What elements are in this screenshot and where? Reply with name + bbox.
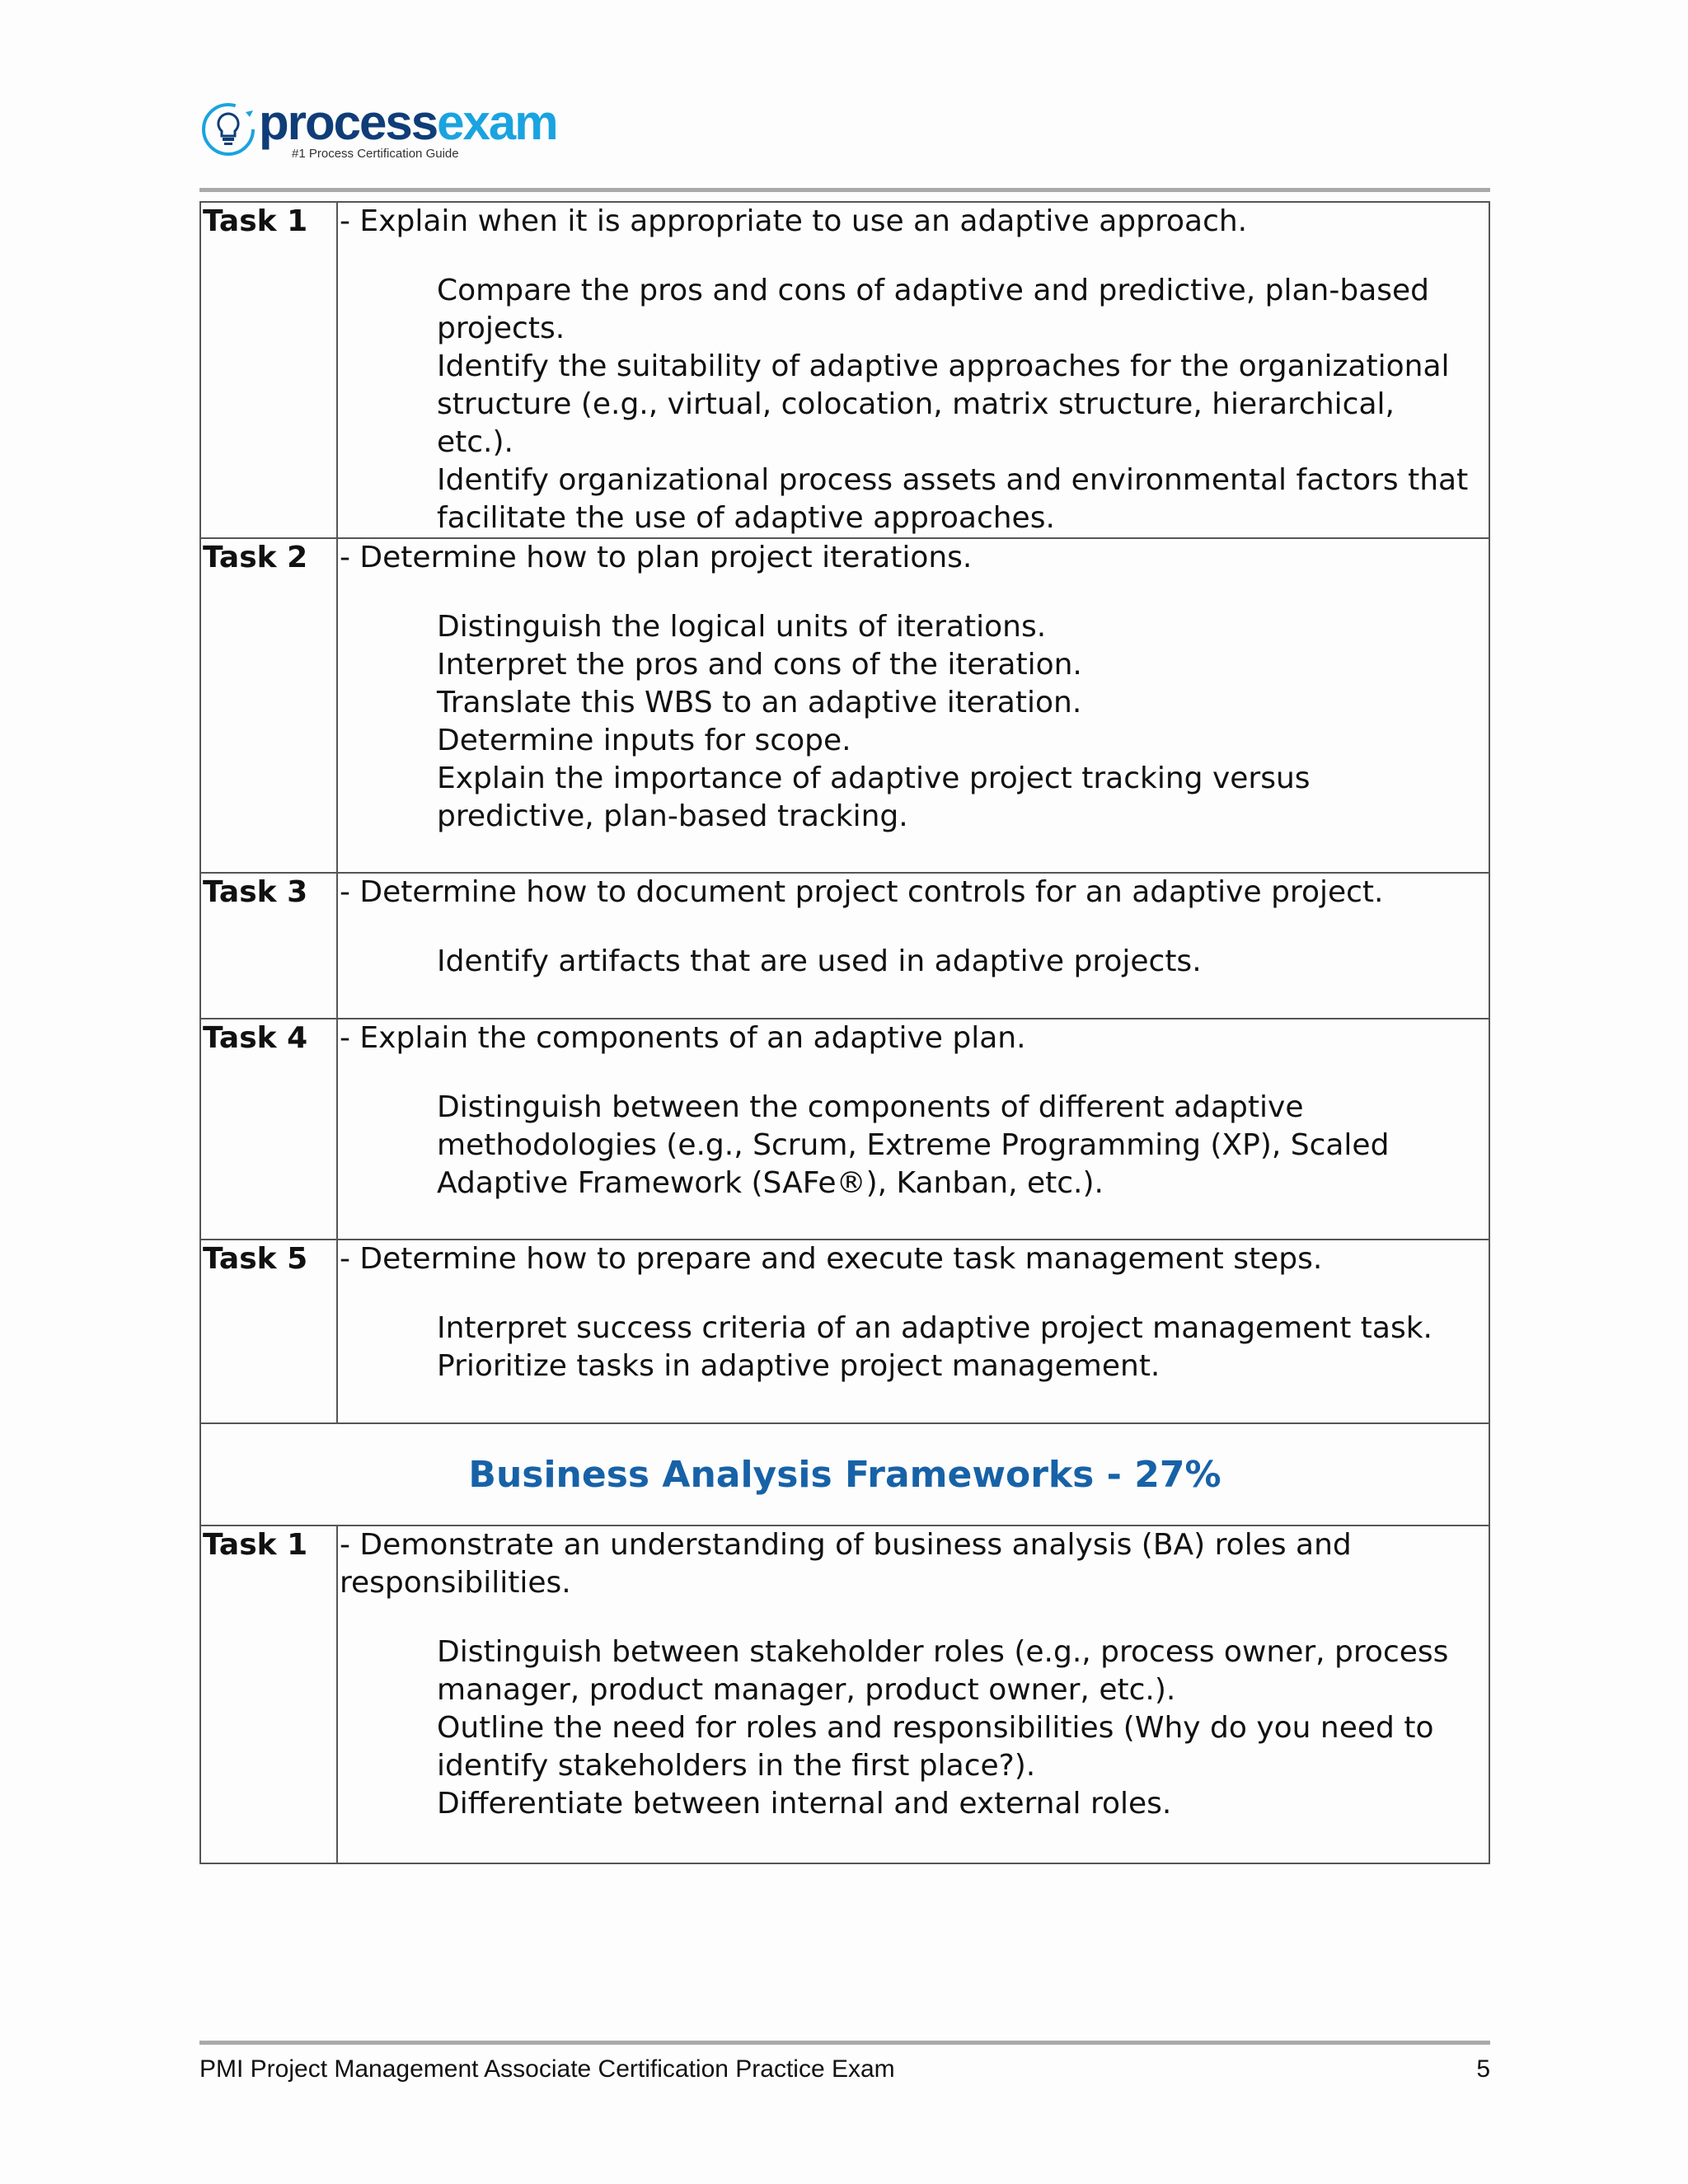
task-row [200, 873, 1489, 1019]
task-row [200, 1526, 1489, 1863]
task-row [200, 1019, 1489, 1240]
task-subitem: Outline the need for roles and responsibilities (Why do you need to identify stakeholders in the first place?). [437, 1711, 1434, 1783]
task-label: Task 5 [200, 1240, 337, 1423]
task-subitem: Differentiate between internal and external roles. [437, 1787, 1172, 1821]
task-subitem: Interpret the pros and cons of the iteration. [437, 648, 1082, 682]
task-subitem: Distinguish between the components of different adaptive methodologies (e.g., Scrum, Extreme Programming (XP), Scaled Adaptive Framework (SAFe®), Kanban, etc.). [437, 1090, 1390, 1200]
task-subitem: Identify artifacts that are used in adaptive projects. [437, 944, 1202, 978]
task-content [337, 1019, 1489, 1240]
task-lead: - Explain the components of an adaptive plan. [340, 1021, 1026, 1055]
task-lead: - Determine how to prepare and execute task management steps. [340, 1242, 1323, 1276]
task-table [199, 201, 1490, 1864]
logo-word-process: process [259, 95, 438, 150]
task-subitem: Interpret success criteria of an adaptive project management task. [437, 1311, 1433, 1345]
task-subitem: Compare the pros and cons of adaptive and predictive, plan-based projects. [437, 274, 1430, 345]
section-heading: Business Analysis Frameworks - 27% [200, 1423, 1489, 1526]
task-subitem: Distinguish between stakeholder roles (e.g., process owner, process manager, product manager, product owner, etc.). [437, 1635, 1449, 1707]
footer-title: PMI Project Management Associate Certification Practice Exam [199, 2055, 895, 2083]
task-subitems [338, 912, 1489, 981]
task-label: Task 1 [200, 1526, 337, 1863]
task-content [337, 202, 1489, 538]
header-rule [199, 188, 1490, 192]
task-label: Task 2 [200, 538, 337, 873]
task-content [337, 1526, 1489, 1863]
task-subitem: Prioritize tasks in adaptive project management. [437, 1349, 1160, 1383]
task-subitems [338, 1278, 1489, 1385]
logo-word-exam: exam [437, 95, 557, 150]
page-number: 5 [1476, 2055, 1490, 2083]
task-subitems [338, 241, 1489, 537]
task-content [337, 1240, 1489, 1423]
task-lead: - Explain when it is appropriate to use an adaptive approach. [340, 204, 1248, 238]
task-lead: - Determine how to document project controls for an adaptive project. [340, 875, 1384, 909]
task-content [337, 873, 1489, 1019]
task-subitem: Determine inputs for scope. [437, 724, 851, 757]
task-lead: - Determine how to plan project iterations. [340, 541, 973, 574]
footer-rule [199, 2041, 1490, 2045]
task-table-body [200, 202, 1489, 1863]
task-subitem: Translate this WBS to an adaptive iteration. [437, 686, 1082, 719]
task-row [200, 538, 1489, 873]
task-subitems [338, 1057, 1489, 1202]
task-subitem: Explain the importance of adaptive project tracking versus predictive, plan-based tracking. [437, 762, 1311, 833]
logo-tagline: #1 Process Certification Guide [292, 147, 459, 161]
task-subitem: Identify organizational process assets and environmental factors that facilitate the use of adaptive approaches. [437, 463, 1469, 535]
task-label: Task 4 [200, 1019, 337, 1240]
lightbulb-icon [199, 101, 257, 158]
page-footer [199, 2055, 1490, 2088]
task-subitem: Identify the suitability of adaptive approaches for the organizational structure (e.g., virtual, colocation, matrix structure, hierarchical, etc.). [437, 349, 1450, 459]
task-row [200, 1240, 1489, 1423]
logo-wordmark [259, 94, 557, 152]
task-subitem: Distinguish the logical units of iterations. [437, 610, 1047, 644]
task-label: Task 1 [200, 202, 337, 538]
task-row [200, 202, 1489, 538]
section-heading-row [200, 1423, 1489, 1526]
task-subitems [338, 1602, 1489, 1823]
task-label: Task 3 [200, 873, 337, 1019]
task-content [337, 538, 1489, 873]
task-lead: - Demonstrate an understanding of business analysis (BA) roles and responsibilities. [340, 1528, 1352, 1600]
task-subitems [338, 577, 1489, 836]
